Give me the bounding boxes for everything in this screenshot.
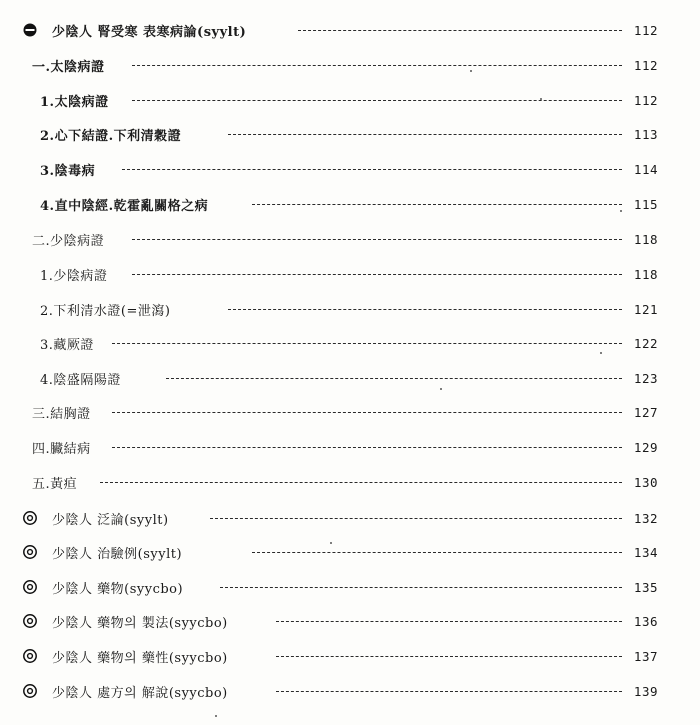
double-circle-bullet-icon — [22, 648, 38, 664]
toc-entry-page: 137 — [633, 648, 658, 664]
toc-entry-page: 112 — [633, 57, 658, 73]
toc-entry-title: 2.下利清水證(=泄瀉) — [40, 303, 171, 319]
dotted-leader — [122, 169, 622, 170]
toc-entry-title: 少陰人 藥物의 藥性(syycbo) — [52, 650, 228, 666]
double-circle-bullet-icon — [22, 613, 38, 629]
dotted-leader — [252, 552, 622, 553]
toc-entry-title: 四.臟結病 — [32, 441, 91, 457]
toc-entry-subsection[interactable] — [0, 262, 700, 286]
scan-speck — [540, 98, 542, 100]
toc-entry-page: 136 — [633, 613, 658, 629]
toc-entry-subsection[interactable] — [0, 331, 700, 355]
toc-entry-page: 122 — [633, 335, 658, 351]
toc-entry-page: 123 — [633, 370, 658, 386]
toc-entry-page: 139 — [633, 683, 658, 699]
dotted-leader — [276, 621, 622, 622]
dotted-leader — [132, 100, 622, 101]
double-circle-bullet-icon — [22, 510, 38, 526]
toc-entry-subsection[interactable] — [0, 366, 700, 390]
toc-entry-page: 112 — [633, 22, 658, 38]
toc-entry-page: 134 — [633, 544, 658, 560]
toc-entry-page: 118 — [633, 266, 658, 282]
toc-entry-section[interactable] — [0, 400, 700, 424]
toc-entry-section[interactable] — [0, 470, 700, 494]
toc-entry-title: 三.結胸證 — [32, 406, 91, 422]
toc-entry-title: 五.黃疸 — [32, 476, 78, 492]
scan-speck — [215, 715, 217, 717]
toc-entry-chapter[interactable] — [0, 575, 700, 599]
toc-entry-title: 少陰人 藥物(syycbo) — [52, 581, 184, 597]
toc-entry-title: 一.太陰病證 — [32, 59, 105, 75]
dotted-leader — [112, 343, 622, 344]
toc-entry-title: 少陰人 泛論(syylt) — [52, 512, 169, 528]
toc-entry-page: 121 — [633, 301, 658, 317]
toc-entry-title: 1.太陰病證 — [40, 94, 109, 110]
scan-speck — [600, 352, 602, 354]
toc-entry-page: 118 — [633, 231, 658, 247]
toc-entry-title: 3.藏厥證 — [40, 337, 94, 353]
toc-entry-title: 4.陰盛隔陽證 — [40, 372, 121, 388]
double-circle-bullet-icon — [22, 544, 38, 560]
toc-entry-title: 4.直中陰經.乾霍亂關格之病 — [40, 198, 209, 214]
dotted-leader — [220, 587, 622, 588]
toc-entry-chapter[interactable] — [0, 679, 700, 703]
toc-entry-chapter[interactable] — [0, 540, 700, 564]
dotted-leader — [276, 656, 622, 657]
dotted-leader — [298, 30, 622, 31]
toc-entry-section[interactable] — [0, 435, 700, 459]
double-circle-bullet-icon — [22, 579, 38, 595]
filled-circle-bullet-icon — [22, 22, 38, 38]
dotted-leader — [228, 309, 622, 310]
toc-entry-title: 1.少陰病證 — [40, 268, 108, 284]
toc-entry-page: 114 — [633, 161, 658, 177]
toc-entry-page: 132 — [633, 510, 658, 526]
dotted-leader — [228, 134, 622, 135]
toc-entry-title: 二.少陰病證 — [32, 233, 105, 249]
dotted-leader — [252, 204, 622, 205]
toc-entry-title: 2.心下結證.下利清穀證 — [40, 128, 182, 144]
dotted-leader — [210, 518, 622, 519]
scan-speck — [470, 70, 472, 72]
toc-entry-subsection[interactable] — [0, 192, 700, 216]
toc-entry-heading[interactable] — [0, 18, 700, 42]
toc-entry-subsection[interactable] — [0, 122, 700, 146]
toc-entry-page: 130 — [633, 474, 658, 490]
dotted-leader — [132, 274, 622, 275]
scan-speck — [330, 542, 332, 544]
toc-entry-subsection[interactable] — [0, 157, 700, 181]
toc-entry-chapter[interactable] — [0, 609, 700, 633]
toc-entry-page: 129 — [633, 439, 658, 455]
toc-entry-title: 少陰人 治驗例(syylt) — [52, 546, 183, 562]
toc-entry-subsection[interactable] — [0, 88, 700, 112]
dotted-leader — [100, 482, 622, 483]
toc-entry-page: 113 — [633, 126, 658, 142]
scan-speck — [440, 388, 442, 390]
double-circle-bullet-icon — [22, 683, 38, 699]
toc-entry-page: 115 — [633, 196, 658, 212]
dotted-leader — [132, 239, 622, 240]
scan-speck — [620, 210, 622, 212]
toc-entry-page: 127 — [633, 404, 658, 420]
toc-entry-page: 112 — [633, 92, 658, 108]
toc-entry-section[interactable] — [0, 53, 700, 77]
toc-entry-chapter[interactable] — [0, 506, 700, 530]
dotted-leader — [112, 412, 622, 413]
toc-entry-title: 3.陰毒病 — [40, 163, 96, 179]
toc-entry-title: 少陰人 處方의 解說(syycbo) — [52, 685, 228, 701]
toc-entry-chapter[interactable] — [0, 644, 700, 668]
toc-entry-page: 135 — [633, 579, 658, 595]
toc-entry-subsection[interactable] — [0, 297, 700, 321]
dotted-leader — [166, 378, 622, 379]
dotted-leader — [276, 691, 622, 692]
toc-entry-section[interactable] — [0, 227, 700, 251]
dotted-leader — [112, 447, 622, 448]
toc-entry-title: 少陰人 藥物의 製法(syycbo) — [52, 615, 228, 631]
dotted-leader — [132, 65, 622, 66]
toc-entry-title: 少陰人 腎受寒 表寒病論(syylt) — [52, 24, 247, 40]
